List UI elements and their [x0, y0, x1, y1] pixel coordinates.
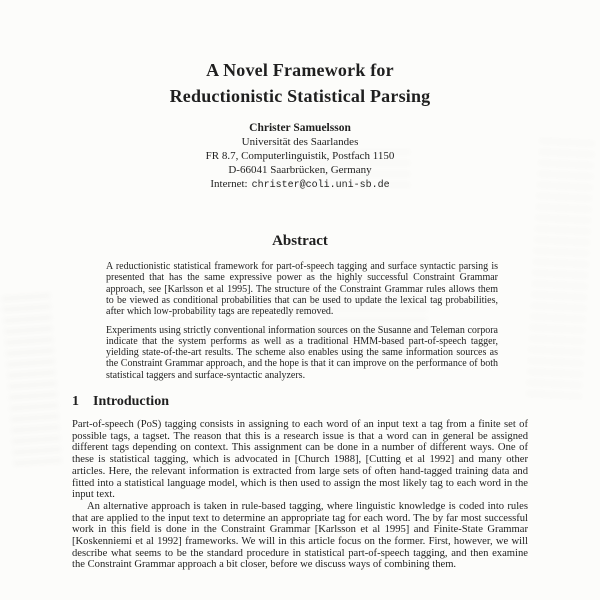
author-block: [72, 121, 528, 193]
affiliation-city: D-66041 Saarbrücken, Germany: [228, 164, 372, 177]
paper-title-line2: Reductionistic Statistical Parsing: [169, 86, 431, 106]
author-name: Christer Samuelsson: [249, 122, 351, 135]
paper-title: [72, 57, 528, 109]
section-number: 1: [72, 394, 79, 410]
abstract-section: [106, 261, 498, 381]
introduction-section: [72, 419, 528, 571]
section-title: Introduction: [93, 394, 169, 410]
intro-paragraph-1: Part-of-speech (PoS) tagging consists in assigning to each word of an input text a tag from a finite set of possible tags, a tagset. The reason that this is a research issue is that a word can in general be assigned different tags depending on context. This assignment can be done in a number of different ways. One of these is statistical tagging, which is advocated in [Church 1988], [Cutting et al 1992] and many other articles. Here, the relevant information is extracted from large sets of often hand-tagged training data and fitted into a statistical language model, which is then used to assign the most likely tag to each word in the input text.: [72, 419, 528, 501]
abstract-paragraph-1: A reductionistic statistical framework for part-of-speech tagging and surface syntactic parsing is presented that has the same expressive power as the highly successful Constraint Grammar approach, see [Karlsson et al 1995]. The structure of the Constraint Grammar rules allows them to be viewed as conditional probabilities that can be used to update the lexical tag probabilities, after which low-probability tags are repeatedly removed.: [106, 261, 498, 318]
scan-artifact: [526, 139, 595, 402]
abstract-heading: Abstract: [272, 233, 328, 250]
abstract-paragraph-2: Experiments using strictly conventional information sources on the Susanne and Teleman corpora indicate that the system performs as well as a traditional HMM-based part-of-speech tagger, yielding state-of-the-art results. The scheme also enables using the same information sources as the Constraint Grammar approach, and the hope is that it can improve on the performance of both statistical taggers and surface-syntactic analyzers.: [106, 324, 498, 381]
paper-title-line1: A Novel Framework for: [206, 60, 394, 80]
scan-artifact: [2, 294, 62, 467]
email-address: christer@coli.uni-sb.de: [251, 180, 390, 192]
intro-paragraph-2: An alternative approach is taken in rule-based tagging, where linguistic knowledge is coded into rules that are applied to the input text to determine an appropriate tag for each word. The by far most successful work in this field is done in the Constraint Grammar [Karlsson et al 1995] and Finite-State Grammar [Koskenniemi et al 1992] frameworks. We will in this article focus on the former. First, however, we will describe what seems to be the standard procedure in statistical part-of-speech tagging, and then examine the Constraint Grammar approach a bit closer, before we discuss ways of combining them.: [72, 500, 528, 571]
section-heading: [72, 394, 528, 410]
internet-line: [72, 177, 528, 193]
affiliation-department: FR 8.7, Computerlinguistik, Postfach 1150: [205, 150, 395, 163]
internet-label: Internet:: [210, 178, 248, 191]
affiliation-university: Universität des Saarlandes: [241, 136, 359, 149]
